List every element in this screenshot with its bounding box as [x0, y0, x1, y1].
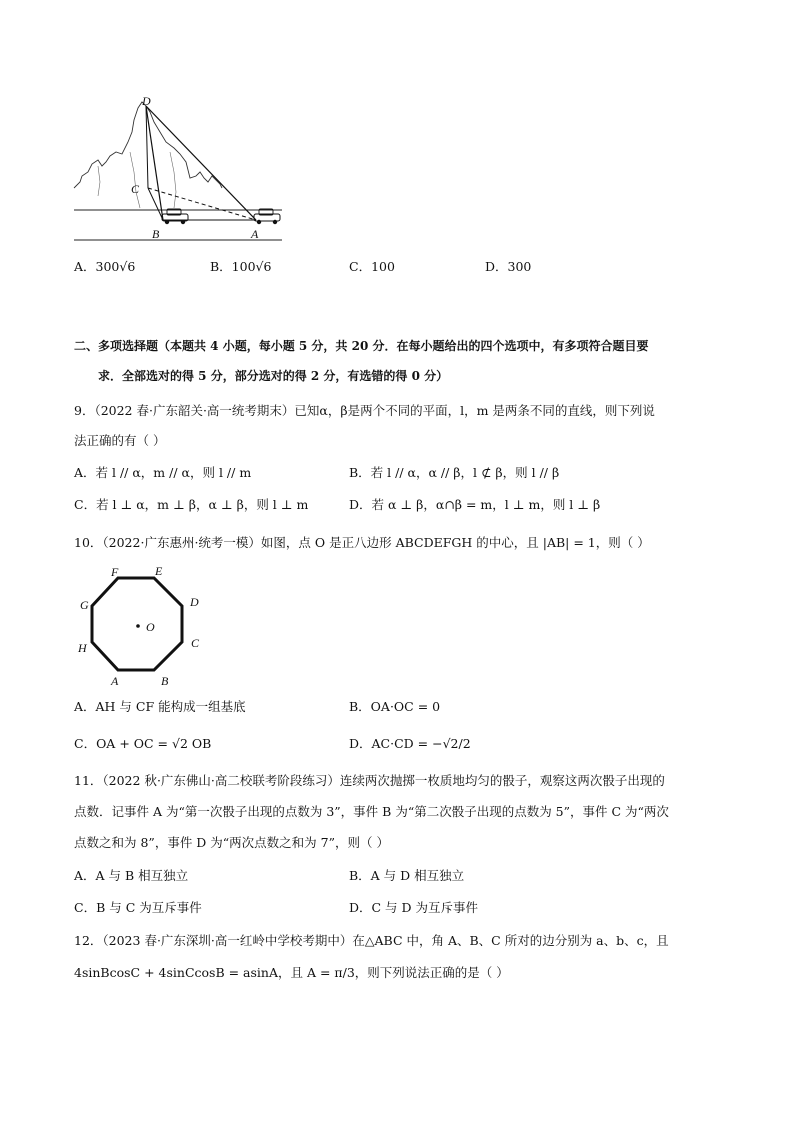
- q9-stem-line1: 9．（2022 春·广东韶关·高一统考期末）已知α，β是两个不同的平面，l，m 是两条不同的直线，则下列说: [74, 403, 655, 418]
- octagon-center-label: O: [146, 620, 155, 634]
- figure-label-b: B: [152, 227, 160, 241]
- q9-option-a[interactable]: A．若 l // α，m // α，则 l // m: [74, 465, 252, 480]
- q8-option-c[interactable]: C．100: [349, 259, 395, 274]
- q11-option-c[interactable]: C．B 与 C 为互斥事件: [74, 900, 202, 915]
- q9-option-d[interactable]: D．若 α ⊥ β，α∩β = m，l ⊥ m，则 l ⊥ β: [349, 497, 601, 512]
- q11-stem-line1: 11．（2022 秋·广东佛山·高二校联考阶段练习）连续两次抛掷一枚质地均匀的骰子，观察这两次骰子出现的: [74, 773, 665, 788]
- cliff-figure: [70, 92, 290, 244]
- octagon-label-h: H: [78, 641, 87, 655]
- octagon-label-a: A: [111, 674, 119, 688]
- octagon-label-e: E: [155, 564, 163, 578]
- q9-stem-line2: 法正确的有（ ）: [74, 433, 166, 448]
- octagon-figure: [88, 574, 188, 676]
- octagon-label-c: C: [191, 636, 200, 650]
- q8-option-d[interactable]: D．300: [485, 259, 532, 274]
- q8-option-b[interactable]: B．100√6: [210, 259, 272, 274]
- octagon-label-d: D: [190, 595, 199, 609]
- figure-label-d: D: [142, 94, 151, 108]
- q12-stem-line1: 12．（2023 春·广东深圳·高一红岭中学校考期中）在△ABC 中，角 A、B、C 所对的边分别为 a、b、c，且: [74, 933, 669, 948]
- q11-option-d[interactable]: D．C 与 D 为互斥事件: [349, 900, 479, 915]
- q12-stem-line2: 4sinBcosC + 4sinCcosB = asinA，且 A = π/3，则下列说法正确的是（ ）: [74, 965, 509, 980]
- q9-option-c[interactable]: C．若 l ⊥ α，m ⊥ β，α ⊥ β，则 l ⊥ m: [74, 497, 309, 512]
- q11-option-a[interactable]: A．A 与 B 相互独立: [74, 868, 189, 883]
- octagon-label-g: G: [80, 598, 89, 612]
- q10-stem: 10．（2022·广东惠州·统考一模）如图，点 O 是正八边形 ABCDEFGH 的中心，且 |AB| = 1，则（ ）: [74, 535, 650, 550]
- q8-option-a[interactable]: A．300√6: [74, 259, 136, 274]
- q10-option-d[interactable]: D．AC·CD = −√2/2: [349, 736, 471, 751]
- q10-option-b[interactable]: B．OA·OC = 0: [349, 699, 441, 714]
- q9-option-b[interactable]: B．若 l // α，α // β，l ⊄ β，则 l // β: [349, 465, 560, 480]
- octagon-label-f: F: [111, 565, 119, 579]
- section-heading-line1: 二、多项选择题（本题共 4 小题，每小题 5 分，共 20 分．在每小题给出的四个选项中，有多项符合题目要: [74, 339, 649, 353]
- q11-option-b[interactable]: B．A 与 D 相互独立: [349, 868, 465, 883]
- q10-option-c[interactable]: C．OA + OC = √2 OB: [74, 736, 212, 751]
- section-heading-line2: 求．全部选对的得 5 分，部分选对的得 2 分，有选错的得 0 分）: [98, 369, 449, 383]
- q11-stem-line3: 点数之和为 8”，事件 D 为“两次点数之和为 7”，则（ ）: [74, 835, 389, 850]
- figure-label-a: A: [251, 227, 259, 241]
- q11-stem-line2: 点数．记事件 A 为“第一次骰子出现的点数为 3”，事件 B 为“第二次骰子出现的点数为 5”，事件 C 为“两次: [74, 804, 669, 819]
- q10-option-a[interactable]: A．AH 与 CF 能构成一组基底: [74, 699, 246, 714]
- figure-label-c: C: [131, 182, 140, 196]
- octagon-label-b: B: [161, 674, 169, 688]
